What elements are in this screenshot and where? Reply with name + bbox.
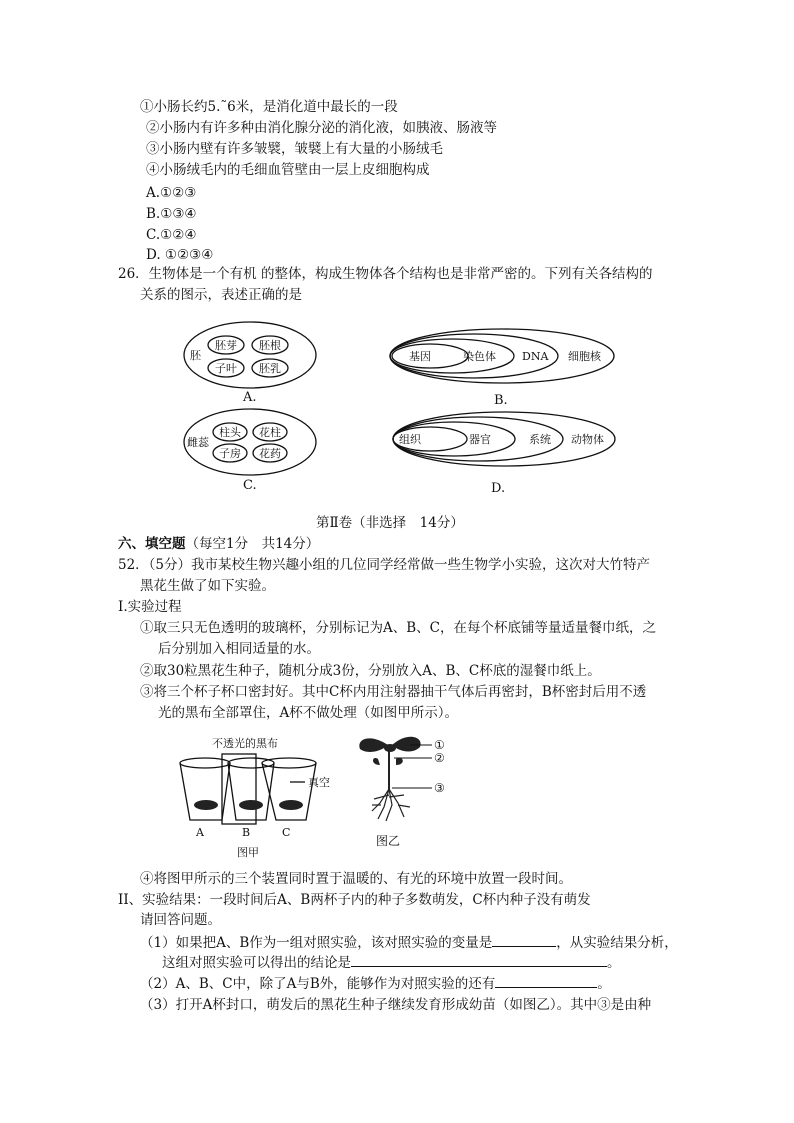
diagram-a-item-1: 胚芽 — [215, 339, 237, 352]
diagram-a-item-4: 胚乳 — [259, 362, 281, 375]
diagram-d-item-2: 器官 — [469, 433, 491, 446]
answer-1-text-d: 。 — [607, 955, 621, 971]
marker-1: ① — [434, 738, 445, 752]
black-cloth-box — [222, 754, 256, 824]
q26-diagrams — [0, 0, 794, 520]
diagram-a-label: A. — [243, 390, 257, 405]
answer-blank-conclusion[interactable] — [351, 953, 607, 967]
procedure-step-3a: ③将三个杯子杯口密封好。其中C杯内用注射器抽干气体后再密封，B杯密封后用不透 — [140, 684, 647, 700]
answer-1-line-1 — [140, 933, 678, 952]
figure-yi-caption: 图乙 — [376, 834, 401, 848]
cup-b-icon — [228, 763, 274, 820]
diagram-b-item-3: DNA — [522, 350, 549, 363]
result-line-2: 请回答问题。 — [140, 912, 221, 928]
answer-2-text-a: （2）A、B、C中，除了A与B外，能够作为对照实验的还有 — [140, 976, 496, 992]
q52-intro-line-1: 52．（5分）我市某校生物兴趣小组的几位同学经常做一些生物学小实验，这次对大竹特产 — [118, 557, 651, 573]
diagram-a-item-2: 胚根 — [259, 339, 281, 352]
vacuum-label: 真空 — [308, 776, 330, 789]
cup-label-c: C — [282, 826, 291, 839]
diagram-a-item-3: 子叶 — [215, 362, 237, 375]
answer-3-line: （3）打开A杯封口，萌发后的黑花生种子继续发育形成幼苗（如图乙）。其中③是由种 — [140, 997, 652, 1013]
q25-option-d: D. ①②③④ — [146, 247, 214, 263]
q26-stem-line-1: 26．生物体是一个有机 的整体，构成生物体各个结构也是非常严密的。下列有关各结构的 — [118, 266, 653, 282]
section6-title: 六、填空题 — [118, 536, 186, 552]
answer-2-text-b: 。 — [597, 976, 611, 992]
q25-statement-1: ①小肠长约5.˜6米，是消化道中最长的一段 — [140, 99, 398, 115]
experiment-figures — [0, 725, 794, 865]
q25-statement-3: ③小肠内壁有许多皱襞，皱襞上有大量的小肠绒毛 — [146, 141, 443, 157]
answer-1-text-c: 这组对照实验可以得出的结论是 — [162, 955, 351, 971]
cup-c-rim — [262, 758, 316, 768]
q25-statement-4: ④小肠绒毛内的毛细血管壁由一层上皮细胞构成 — [146, 162, 430, 178]
seedling-icon — [359, 737, 420, 821]
answer-1-text-a: （1）如果把A、B作为一组对照实验，该对照实验的变量是 — [140, 935, 493, 951]
diagram-a-outer-label: 胚 — [190, 349, 201, 362]
procedure-step-3b: 光的黑布全部罩住，A杯不做处理（如图甲所示）。 — [158, 705, 458, 721]
marker-3: ③ — [434, 781, 445, 795]
diagram-b-item-1: 基因 — [409, 350, 431, 363]
result-line-1: II、实验结果：一段时间后A、B两杯子内的种子多数萌发，C杯内种子没有萌发 — [118, 892, 591, 908]
q26-stem-line-2: 关系的图示，表述正确的是 — [140, 287, 302, 303]
procedure-step-1b: 后分别加入相同适量的水。 — [158, 641, 320, 657]
q25-statement-2: ②小肠内有许多种由消化腺分泌的消化液，如胰液、肠液等 — [146, 120, 497, 136]
answer-blank-other-controls[interactable] — [495, 974, 597, 988]
procedure-step-4: ④将图甲所示的三个装置同时置于温暖的、有光的环境中放置一段时间。 — [140, 871, 572, 887]
diagram-d-label: D. — [491, 481, 506, 496]
diagram-d-item-3: 系统 — [529, 433, 551, 446]
answer-1-text-b: ，从实验结果分析， — [556, 935, 678, 951]
diagram-c-item-4: 花药 — [259, 447, 281, 460]
q25-option-c: C.①②④ — [146, 227, 197, 243]
diagram-a-outer-ellipse — [184, 322, 316, 388]
cup-label-a: A — [196, 826, 204, 839]
q52-intro-line-2: 黑花生做了如下实验。 — [140, 578, 275, 594]
answer-blank-variable[interactable] — [492, 933, 556, 947]
diagram-b-item-2: 染色体 — [463, 350, 496, 363]
diagram-c-item-2: 花柱 — [259, 426, 281, 439]
answer-2-line — [140, 974, 611, 993]
diagram-b-label: B. — [494, 393, 508, 408]
answer-1-line-2 — [162, 953, 621, 972]
diagram-c-item-3: 子房 — [219, 447, 241, 460]
q25-option-a: A.①②③ — [146, 185, 197, 201]
q25-option-b: B.①③④ — [146, 206, 197, 222]
section6-note: （每空1分 共14分） — [185, 536, 320, 552]
section6-heading — [118, 535, 319, 553]
seed-layer — [194, 800, 303, 810]
diagram-c-item-1: 柱头 — [219, 426, 241, 439]
figure-jia-caption: 图甲 — [237, 846, 259, 859]
diagram-b-item-4: 细胞核 — [568, 350, 601, 363]
marker-2: ② — [434, 751, 445, 765]
diagram-d-item-4: 动物体 — [571, 433, 604, 446]
diagram-c-label: C. — [243, 478, 257, 493]
cup-label-b: B — [242, 826, 251, 839]
procedure-title: I.实验过程 — [118, 599, 182, 615]
procedure-step-1a: ①取三只无色透明的玻璃杯，分别标记为A、B、C，在每个杯底铺等量适量餐巾纸，之 — [140, 620, 656, 636]
diagram-d-item-1: 组织 — [399, 433, 421, 446]
cloth-label: 不透光的黑布 — [212, 737, 278, 750]
part2-title: 第Ⅱ卷（非选择 14分） — [316, 515, 464, 531]
diagram-c-outer-label: 雌蕊 — [187, 436, 209, 449]
procedure-step-2: ②取30粒黑花生种子，随机分成3份，分别放入A、B、C杯底的湿餐巾纸上。 — [140, 663, 601, 679]
